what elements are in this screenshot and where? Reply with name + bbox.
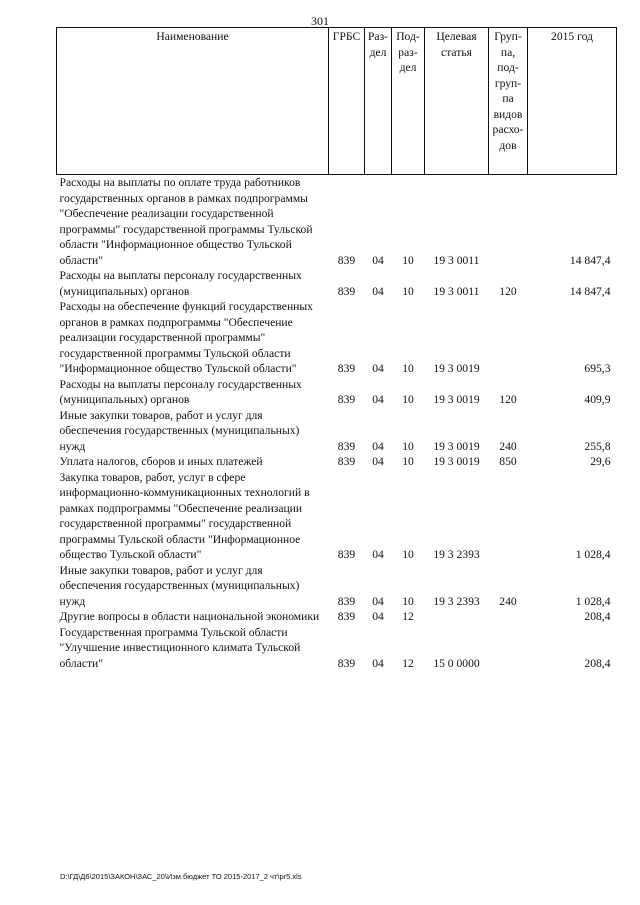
row-group: 850	[499, 455, 517, 468]
row-amount: 208,4	[584, 656, 611, 670]
header-expense-group: Груп- па, под- груп- па видов расхо- дов	[489, 28, 528, 175]
row-grbs: 839	[337, 253, 356, 267]
row-grbs: 839	[337, 455, 356, 468]
row-name: Иные закупки товаров, работ и услуг для обеспечения государственных (муниципальных) нужд	[59, 563, 300, 608]
row-grbs: 839	[337, 594, 356, 608]
row-name: Закупка товаров, работ, услуг в сфере информационно-коммуникационных технологий в рамках подпрограммы "Обеспечение реализации государственной программы" государственной программы Тульской области "Информационное общество Тульской области"	[59, 470, 310, 561]
row-group	[489, 470, 528, 563]
row-group	[489, 175, 528, 269]
row-razdel: 04	[372, 362, 384, 375]
row-razdel: 04	[372, 253, 384, 267]
row-target: 19 3 2393	[433, 594, 480, 608]
row-razdel: 04	[372, 393, 384, 406]
table-row	[57, 377, 617, 408]
row-grbs: 839	[337, 439, 356, 453]
table-body	[57, 175, 617, 672]
row-name: Расходы на выплаты по оплате труда работников государственных органов в рамках подпрограммы "Обеспечение реализации государственной программы" государственной программы Тульской области "Информационное общество Тульской области"	[59, 176, 313, 267]
row-amount: 208,4	[584, 610, 611, 623]
row-target: 19 3 0019	[433, 362, 480, 375]
table-row	[57, 268, 617, 299]
row-name: Уплата налогов, сборов и иных платежей	[59, 455, 263, 468]
row-podrazdel: 12	[402, 610, 414, 623]
header-name: Наименование	[57, 28, 329, 175]
row-podrazdel: 10	[402, 253, 414, 267]
row-group	[489, 625, 528, 672]
table-row	[57, 609, 617, 625]
table-row	[57, 470, 617, 563]
row-grbs: 839	[337, 548, 356, 561]
row-name: Иные закупки товаров, работ и услуг для обеспечения государственных (муниципальных) нужд	[59, 408, 300, 453]
row-podrazdel: 10	[402, 393, 414, 406]
row-target	[425, 609, 489, 625]
row-target: 19 3 0019	[433, 393, 480, 406]
row-target: 19 3 2393	[433, 548, 480, 561]
table-row	[57, 175, 617, 269]
row-name: Государственная программа Тульской области "Улучшение инвестиционного климата Тульской области"	[59, 625, 301, 670]
row-podrazdel: 10	[402, 455, 414, 468]
table-row	[57, 625, 617, 672]
budget-table	[56, 27, 617, 671]
row-amount: 255,8	[584, 439, 611, 453]
row-grbs: 839	[337, 362, 356, 375]
row-group	[489, 299, 528, 377]
row-amount: 14 847,4	[569, 253, 611, 267]
row-grbs: 839	[337, 610, 356, 623]
row-razdel: 04	[372, 594, 384, 608]
row-grbs: 839	[337, 284, 356, 298]
row-grbs: 839	[337, 656, 356, 670]
row-grbs: 839	[337, 393, 356, 406]
row-razdel: 04	[372, 656, 384, 670]
row-amount: 695,3	[584, 362, 611, 375]
row-razdel: 04	[372, 455, 384, 468]
row-razdel: 04	[372, 548, 384, 561]
row-razdel: 04	[372, 439, 384, 453]
row-amount: 1 028,4	[575, 548, 611, 561]
table-row	[57, 299, 617, 377]
row-podrazdel: 10	[402, 284, 414, 298]
table-row	[57, 408, 617, 455]
row-podrazdel: 10	[402, 439, 414, 453]
header-razdel: Раз- дел	[365, 28, 392, 175]
table-header-row	[57, 28, 617, 175]
row-group: 120	[499, 284, 517, 298]
row-podrazdel: 10	[402, 548, 414, 561]
row-name: Расходы на обеспечение функций государственных органов в рамках подпрограммы "Обеспечение реализации государственной программы" государственной программы Тульской области "Информационное общество Тульской области"	[59, 300, 313, 375]
row-name: Расходы на выплаты персоналу государственных (муниципальных) органов	[59, 269, 302, 298]
header-year-2015: 2015 год	[528, 28, 617, 175]
table-row	[57, 454, 617, 470]
row-podrazdel: 12	[402, 656, 414, 670]
row-target: 19 3 0011	[433, 284, 480, 298]
row-group: 240	[499, 439, 517, 453]
row-amount: 1 028,4	[575, 594, 611, 608]
header-grbs: ГРБС	[329, 28, 365, 175]
row-name: Расходы на выплаты персоналу государственных (муниципальных) органов	[59, 377, 302, 406]
page-number: 301	[311, 14, 329, 28]
row-amount: 14 847,4	[569, 284, 611, 298]
row-podrazdel: 10	[402, 362, 414, 375]
row-amount: 409,9	[584, 393, 611, 406]
header-podrazdel: Под- раз- дел	[392, 28, 425, 175]
row-target: 15 0 0000	[433, 656, 480, 670]
row-target: 19 3 0019	[433, 439, 480, 453]
table-row	[57, 563, 617, 610]
row-group: 240	[499, 594, 517, 608]
row-razdel: 04	[372, 610, 384, 623]
header-target-article: Целевая статья	[425, 28, 489, 175]
row-target: 19 3 0011	[433, 253, 480, 267]
row-amount: 29,6	[590, 455, 611, 468]
row-group	[489, 609, 528, 625]
row-podrazdel: 10	[402, 594, 414, 608]
row-group: 120	[499, 393, 517, 406]
row-razdel: 04	[372, 284, 384, 298]
row-target: 19 3 0019	[433, 455, 480, 468]
row-name: Другие вопросы в области национальной экономики	[59, 610, 320, 623]
footer-file-path: D:\ГД\Д6\2015\ЗАКОН\ЗАС_20\Изм.бюджет ТО 2015-2017_2 чт\pr5.xls	[60, 872, 302, 881]
